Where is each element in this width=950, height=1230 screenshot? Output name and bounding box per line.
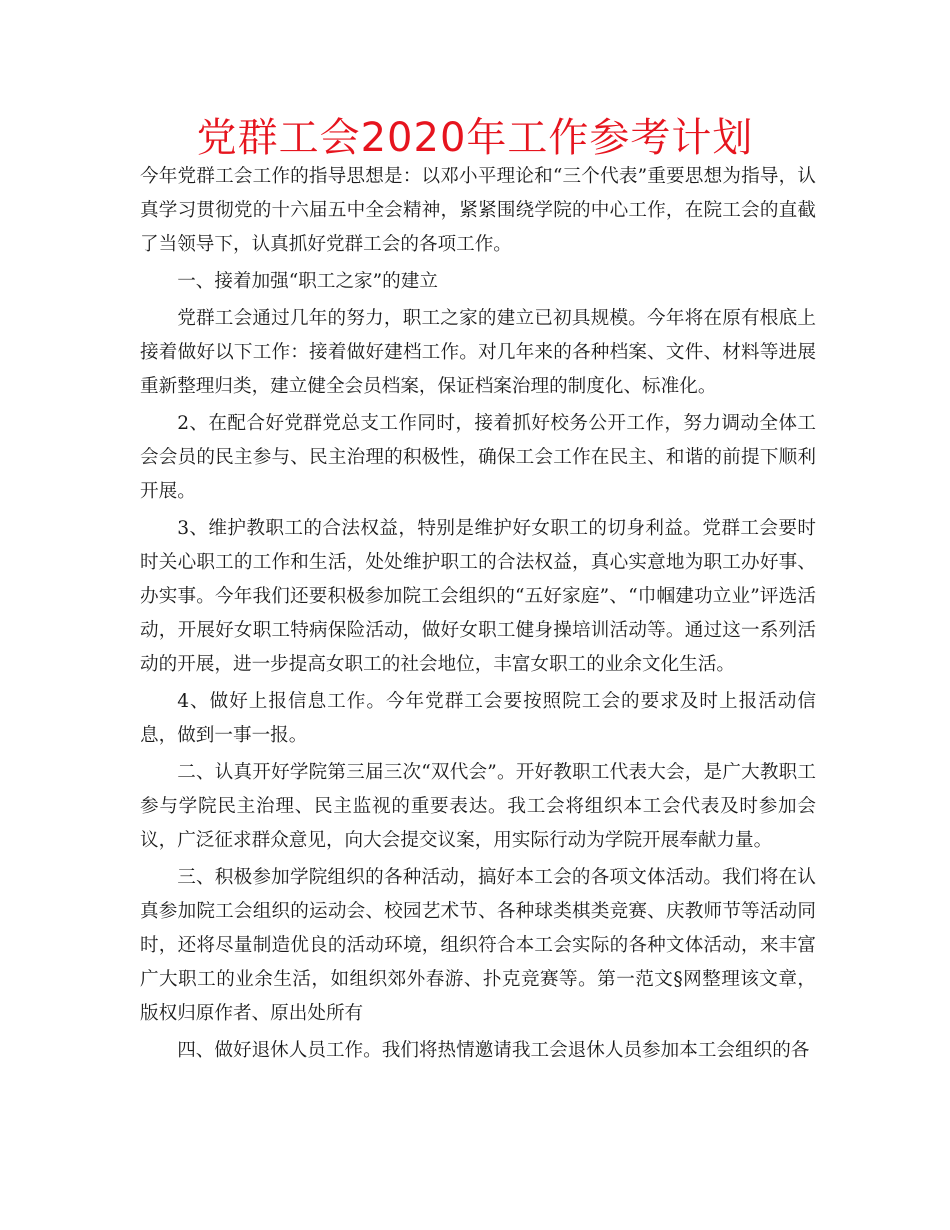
paragraph-item-2: 2、在配合好党群党总支工作同时，接着抓好校务公开工作，努力调动全体工会会员的民主参与、民主治理的积极性，确保工会工作在民主、和谐的前提下顺利开展。 (140, 413, 816, 502)
paragraph-section-2: 二、认真开好学院第三届三次“双代会”。开好教职工代表大会，是广大教职工参与学院民主治理、民主监视的重要表达。我工会将组织本工会代表及时参加会议，广泛征求群众意见，向大会提交议案，用实际行动为学院开展奉献力量。 (140, 762, 816, 851)
paragraph-section-3: 三、积极参加学院组织的各种活动，搞好本工会的各项文体活动。我们将在认真参加院工会组织的运动会、校园艺术节、各种球类棋类竞赛、庆教师节等活动同时，还将尽量制造优良的活动环境，组织符合本工会实际的各种文体活动，来丰富广大职工的业余生活，如组织郊外春游、扑克竞赛等。第一范文§网整理该文章，版权归原作者、原出处所有 (140, 867, 816, 1024)
heading-section-1: 一、接着加强“职工之家”的建立 (177, 271, 438, 292)
paragraph-archives: 党群工会通过几年的努力，职工之家的建立已初具规模。今年将在原有根底上接着做好以下工作：接着做好建档工作。对几年来的各种档案、文件、材料等进展重新整理归类，建立健全会员档案，保证档案治理的制度化、标准化。 (140, 308, 816, 397)
document-title: 党群工会2020年工作参考计划 (196, 115, 754, 161)
document-body (140, 160, 816, 1071)
paragraph-item-3: 3、维护教职工的合法权益，特别是维护好女职工的切身利益。党群工会要时时关心职工的工作和生活，处处维护职工的合法权益，真心实意地为职工办好事、办实事。今年我们还要积极参加院工会组织的“五好家庭”、“巾帼建功立业”评选活动，开展好女职工特病保险活动，做好女职工健身操培训活动等。通过这一系列活动的开展，进一步提高女职工的社会地位，丰富女职工的业余文化生活。 (140, 518, 816, 675)
paragraph-guiding-thought: 今年党群工会工作的指导思想是：以邓小平理论和“三个代表”重要思想为指导，认真学习贯彻党的十六届五中全会精神，紧紧围绕学院的中心工作，在院工会的直截了当领导下，认真抓好党群工会的各项工作。 (140, 166, 816, 255)
paragraph-item-4: 4、做好上报信息工作。今年党群工会要按照院工会的要求及时上报活动信息，做到一事一报。 (140, 691, 816, 746)
paragraph-section-4: 四、做好退休人员工作。我们将热情邀请我工会退休人员参加本工会组织的各 (177, 1040, 810, 1061)
